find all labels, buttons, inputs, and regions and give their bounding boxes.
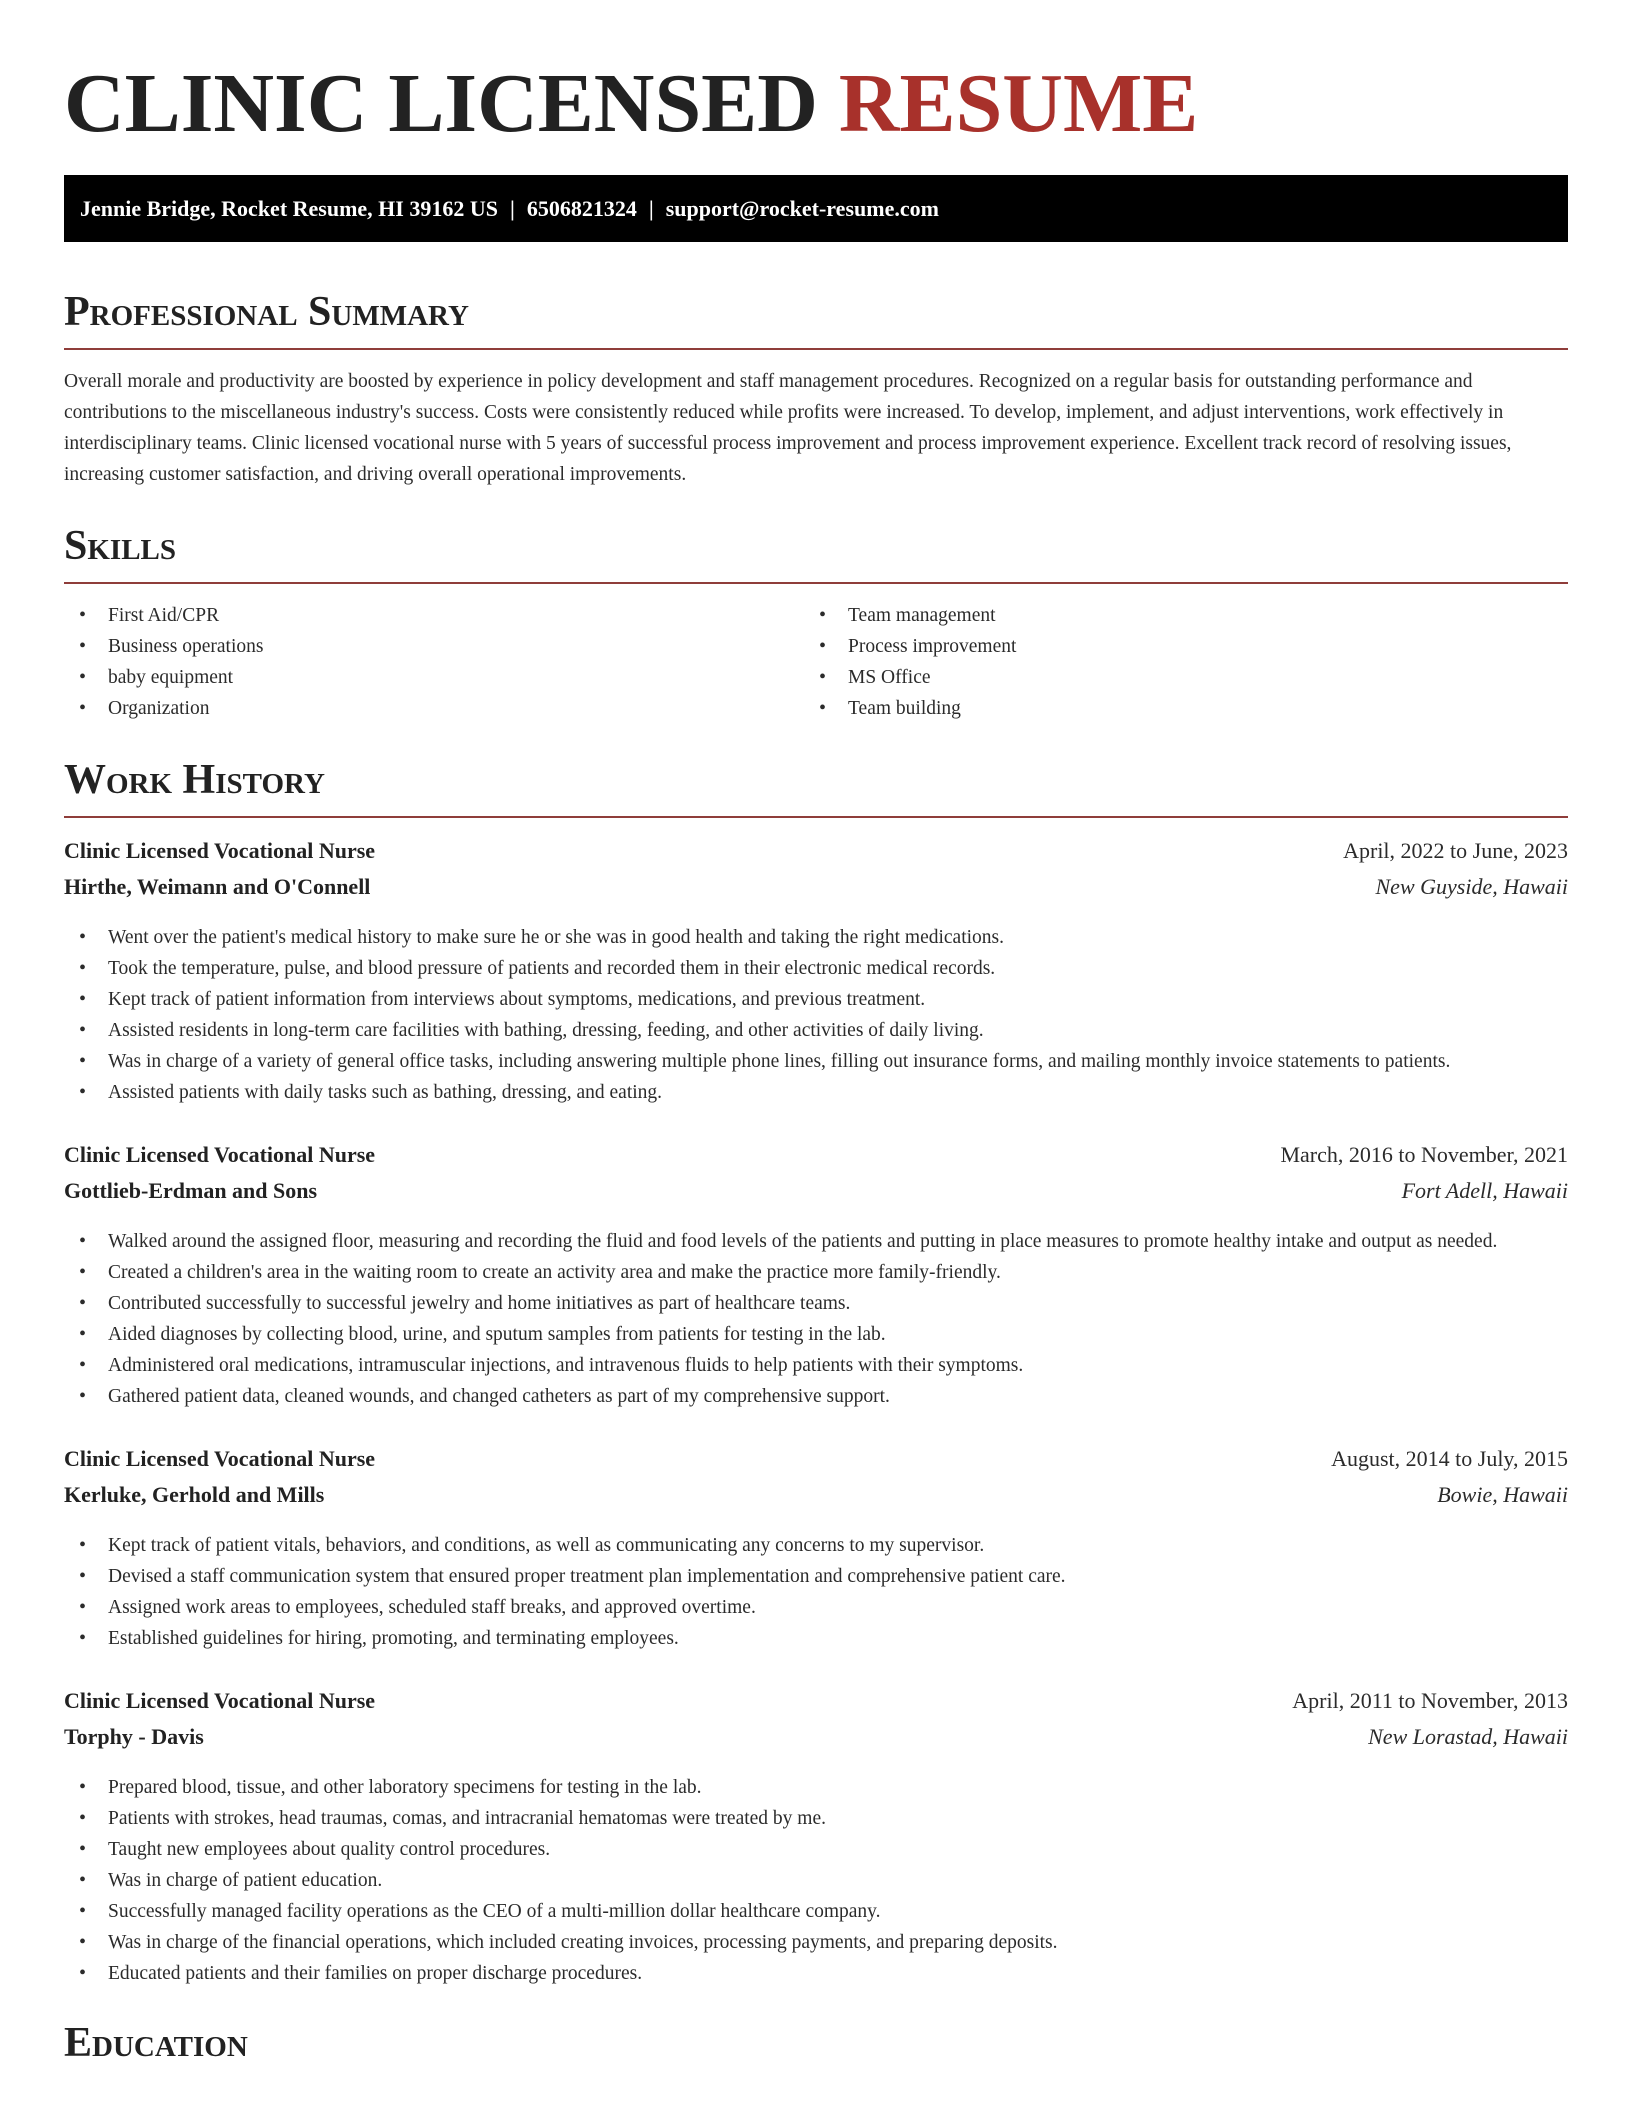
job-company-row [64,1724,1568,1760]
job-dates: August, 2014 to July, 2015 [1331,1446,1568,1471]
job-bullet: • Established guidelines for hiring, promoting, and terminating employees. [64,1623,1568,1654]
job-dates: March, 2016 to November, 2021 [1280,1142,1568,1167]
job-company-row [64,874,1568,910]
job-location: Bowie, Hawaii [1437,1482,1568,1507]
job-bullet: • Contributed successfully to successful jewelry and home initiatives as part of healthcare teams. [64,1288,1568,1319]
job-entry [64,1446,1568,1654]
job-bullets [64,1226,1568,1412]
job-bullet: • Prepared blood, tissue, and other laboratory specimens for testing in the lab. [64,1772,1568,1803]
job-company: Kerluke, Gerhold and Mills [64,1482,325,1507]
job-header-row [64,1446,1568,1482]
job-bullet: • Was in charge of patient education. [64,1865,1568,1896]
job-bullet: • Kept track of patient information from interviews about symptoms, medications, and previous treatment. [64,984,1568,1015]
job-bullet: • Aided diagnoses by collecting blood, urine, and sputum samples from patients for testing in the lab. [64,1319,1568,1350]
job-bullet: • Kept track of patient vitals, behaviors, and conditions, as well as communicating any concerns to my supervisor. [64,1530,1568,1561]
summary-section [64,286,1568,490]
job-company: Gottlieb-Erdman and Sons [64,1178,318,1203]
job-bullet: • Assigned work areas to employees, scheduled staff breaks, and approved overtime. [64,1592,1568,1623]
job-bullet: • Educated patients and their families on proper discharge procedures. [64,1958,1568,1989]
job-bullet: • Was in charge of a variety of general office tasks, including answering multiple phone lines, filling out insurance forms, and mailing monthly invoice statements to patients. [64,1046,1568,1077]
skills-columns [64,600,1568,724]
resume-content [64,58,1568,2069]
skill-item: • Team management [804,600,1544,631]
job-dates: April, 2022 to June, 2023 [1343,838,1568,863]
job-title: Clinic Licensed Vocational Nurse [64,1688,376,1713]
section-divider [64,816,1568,818]
skill-item: • Business operations [64,631,804,662]
job-title: Clinic Licensed Vocational Nurse [64,1142,376,1167]
job-bullet: • Patients with strokes, head traumas, comas, and intracranial hematomas were treated by me. [64,1803,1568,1834]
skills-list-right [804,600,1544,724]
job-bullets [64,1772,1568,1989]
skill-item: • Process improvement [804,631,1544,662]
job-title: Clinic Licensed Vocational Nurse [64,1446,376,1471]
job-bullet: • Gathered patient data, cleaned wounds, and changed catheters as part of my comprehensive support. [64,1381,1568,1412]
skills-section [64,520,1568,724]
job-location: New Guyside, Hawaii [1375,874,1568,899]
section-divider [64,582,1568,584]
contact-email[interactable]: support@rocket-resume.com [665,195,939,221]
summary-text: Overall morale and productivity are boosted by experience in policy development and staff management procedures. Recognized on a regular basis for outstanding performance and contributions to the miscellaneous industry's success. Costs were consistently reduced while profits were increased. To develop, implement, and adjust interventions, work effectively in interdisciplinary teams. Clinic licensed vocational nurse with 5 years of successful process improvement and process improvement experience. Excellent track record of resolving issues, increasing customer satisfaction, and driving overall operational improvements. [64,371,1512,485]
job-bullet: • Took the temperature, pulse, and blood pressure of patients and recorded them in their electronic medical records. [64,953,1568,984]
job-bullets [64,922,1568,1108]
skill-item: • First Aid/CPR [64,600,804,631]
job-bullet: • Assisted patients with daily tasks such as bathing, dressing, and eating. [64,1077,1568,1108]
job-location: Fort Adell, Hawaii [1401,1178,1568,1203]
contact-phone[interactable]: 6506821324 [526,195,637,221]
job-entry [64,838,1568,1108]
summary-heading: Professional Summary [64,289,469,335]
job-title: Clinic Licensed Vocational Nurse [64,838,376,863]
job-company-row [64,1178,1568,1214]
job-entry [64,1688,1568,1989]
work-history-heading: Work History [64,757,325,803]
skills-list-left [64,600,804,724]
work-history-section [64,754,1568,1989]
skill-item: • MS Office [804,662,1544,693]
title-accent: RESUME [838,57,1199,150]
education-heading: Education [64,2020,248,2066]
job-bullet: • Assisted residents in long-term care facilities with bathing, dressing, feeding, and other activities of daily living. [64,1015,1568,1046]
job-dates: April, 2011 to November, 2013 [1292,1688,1568,1713]
skill-item: • baby equipment [64,662,804,693]
job-bullet: • Taught new employees about quality control procedures. [64,1834,1568,1865]
job-header-row [64,838,1568,874]
job-bullet: • Created a children's area in the waiting room to create an activity area and make the practice more family-friendly. [64,1257,1568,1288]
skills-heading: Skills [64,523,177,569]
contact-separator: | [648,195,654,221]
job-bullet: • Was in charge of the financial operations, which included creating invoices, processing payments, and preparing deposits. [64,1927,1568,1958]
job-bullet: • Devised a staff communication system that ensured proper treatment plan implementation and comprehensive patient care. [64,1561,1568,1592]
contact-bar [64,175,1568,242]
job-company-row [64,1482,1568,1518]
job-bullets [64,1530,1568,1654]
job-bullet: • Administered oral medications, intramuscular injections, and intravenous fluids to help patients with their symptoms. [64,1350,1568,1381]
contact-address: Jennie Bridge, Rocket Resume, HI 39162 US [80,195,498,221]
job-bullet: • Went over the patient's medical history to make sure he or she was in good health and taking the right medications. [64,922,1568,953]
job-entry [64,1142,1568,1412]
job-company: Hirthe, Weimann and O'Connell [64,874,371,899]
job-bullet: • Walked around the assigned floor, measuring and recording the fluid and food levels of the patients and putting in place measures to promote healthy intake and output as needed. [64,1226,1568,1257]
job-header-row [64,1142,1568,1178]
skill-item: • Team building [804,693,1544,724]
job-bullet: • Successfully managed facility operations as the CEO of a multi-million dollar healthcare company. [64,1896,1568,1927]
section-divider [64,348,1568,350]
job-location: New Lorastad, Hawaii [1368,1724,1568,1749]
contact-separator: | [509,195,515,221]
job-company: Torphy - Davis [64,1724,204,1749]
title-main: CLINIC LICENSED [64,57,818,150]
resume-title [64,58,1568,150]
education-section [64,2017,1568,2069]
skill-item: • Organization [64,693,804,724]
job-header-row [64,1688,1568,1724]
